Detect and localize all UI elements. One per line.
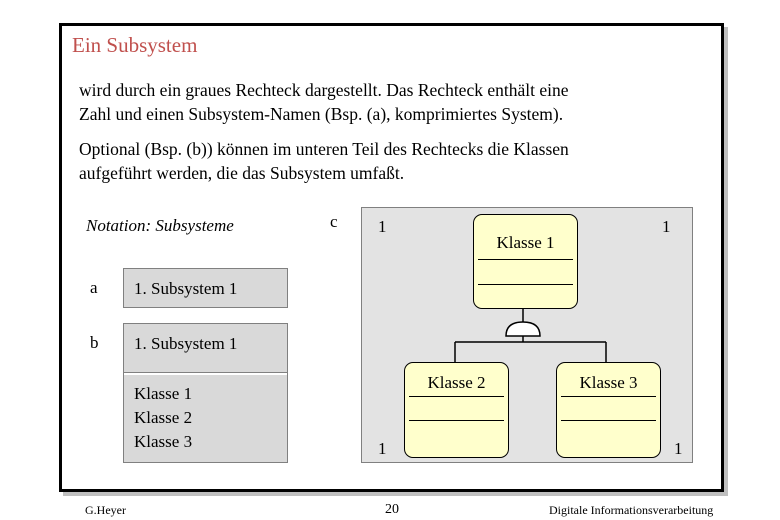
class-1-attr-divider [478,259,573,260]
subsystem-b-class-1: Klasse 1 [134,384,193,403]
subsystem-b-name: 1. Subsystem 1 [134,334,238,353]
notation-heading: Notation: Subsysteme [86,216,234,235]
subsystem-a-name: 1. Subsystem 1 [134,279,238,298]
class-2-op-divider [409,420,504,421]
footer-author: G.Heyer [85,503,126,517]
subsystem-b-class-3: Klasse 3 [134,432,193,451]
class-2-attr-divider [409,396,504,397]
label-c: c [330,212,338,231]
subsystem-c-number-bottom-right: 1 [674,439,683,458]
class-3-name: Klasse 3 [579,373,638,392]
subsystem-c-number-top-left: 1 [378,217,387,236]
paragraph-1-line-1: wird durch ein graues Rechteck dargestellt. Das Rechteck enthält eine [79,80,569,100]
subsystem-b-class-2: Klasse 2 [134,408,193,427]
subsystem-c-number-bottom-left: 1 [378,439,387,458]
footer-page-number: 20 [385,502,399,517]
paragraph-2-line-2: aufgeführt werden, die das Subsystem umfaßt. [79,163,405,183]
slide-title: Ein Subsystem [72,33,198,57]
class-3-op-divider [561,420,656,421]
label-b: b [90,333,99,352]
class-3-box [556,362,661,458]
class-2-box [404,362,509,458]
paragraph-1-line-2: Zahl und einen Subsystem-Namen (Bsp. (a), komprimiertes System). [79,104,564,124]
footer-course: Digitale Informationsverarbeitung [549,503,714,517]
subsystem-c-number-top-right: 1 [662,217,671,236]
class-1-name: Klasse 1 [496,233,555,252]
paragraph-2-line-1: Optional (Bsp. (b)) können im unteren Teil des Rechtecks die Klassen [79,139,569,159]
inheritance-triangle-icon [506,322,540,336]
class-2-name: Klasse 2 [427,373,486,392]
class-3-attr-divider [561,396,656,397]
class-1-op-divider [478,284,573,285]
class-1-box [473,214,578,309]
label-a: a [90,278,98,297]
